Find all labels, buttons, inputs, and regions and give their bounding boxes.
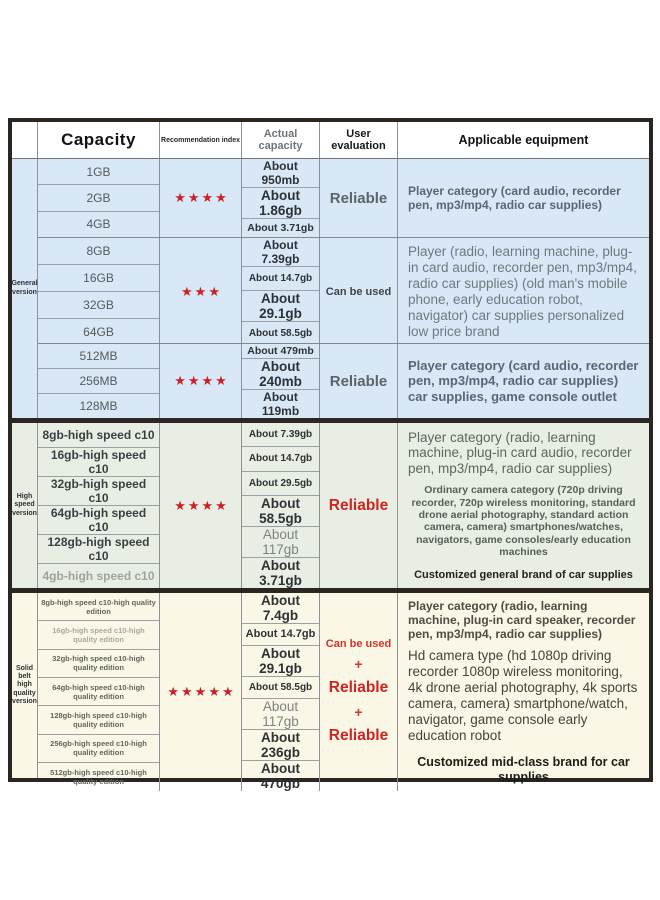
applicable-equipment-cell bbox=[398, 344, 649, 418]
memory-card-comparison-table bbox=[8, 118, 653, 791]
actual-capacity-cell: About 7.4gb bbox=[242, 593, 319, 624]
version-label: High speed version bbox=[12, 423, 38, 588]
evaluation-text: Reliable bbox=[329, 189, 388, 207]
capacity-cell: 128gb-high speed c10-high quality edition bbox=[38, 706, 159, 734]
star-rating-icon: ★★★ bbox=[181, 283, 222, 299]
capacity-cell: 512gb-high speed c10-high quality edition bbox=[50, 767, 147, 786]
evaluation-text: Reliable bbox=[328, 726, 389, 744]
capacity-cell: 16gb-high speed c10-high quality edition bbox=[38, 621, 159, 649]
table-header-row bbox=[12, 122, 649, 159]
section-solid bbox=[12, 593, 649, 791]
user-evaluation-cell bbox=[320, 159, 398, 237]
version-label: General version bbox=[12, 159, 38, 418]
actual-capacity-cell: About 7.39gb bbox=[242, 238, 319, 267]
capacity-column bbox=[38, 344, 160, 418]
capacity-cell: 32GB bbox=[38, 292, 159, 319]
actual-capacity-cell: About 119mb bbox=[261, 390, 300, 418]
equipment-text: Ordinary camera category (720p driving recorder, 720p wireless monitoring, standard drone aerial photography, standard action camera, camera) smartphones/watches, navigators, game consoles/early education machines bbox=[411, 484, 636, 559]
user-evaluation-cell bbox=[320, 593, 398, 791]
header-version-spacer bbox=[12, 122, 38, 158]
equipment-text: Player (radio, learning machine, plug-in card audio, recorder pen, mp3/mp4, radio car supplies) (old man's mobile phone, early education robot, navigator) car supplies personalized low price brand bbox=[408, 244, 637, 339]
actual-capacity-cell: About 14.7gb bbox=[242, 447, 319, 471]
evaluation-text: Reliable bbox=[328, 678, 389, 696]
recommendation-index-cell bbox=[160, 423, 242, 588]
section-high-speed bbox=[12, 423, 649, 588]
capacity-group bbox=[38, 159, 649, 237]
star-rating-icon: ★★★★★ bbox=[167, 683, 236, 699]
actual-capacity-column bbox=[242, 593, 320, 791]
user-evaluation-cell bbox=[320, 423, 398, 588]
actual-capacity-cell: About 14.7gb bbox=[242, 624, 319, 646]
capacity-column bbox=[38, 423, 160, 588]
header-applicable-equipment: Applicable equipment bbox=[458, 133, 589, 147]
actual-capacity-cell: About 3.71gb bbox=[259, 557, 302, 588]
capacity-cell: 16GB bbox=[38, 265, 159, 292]
capacity-cell: 64gb-high speed c10-high quality edition bbox=[38, 678, 159, 706]
capacity-column bbox=[38, 593, 160, 791]
capacity-cell: 256MB bbox=[38, 369, 159, 394]
actual-capacity-column bbox=[242, 344, 320, 418]
star-rating-icon: ★★★★ bbox=[174, 373, 229, 388]
star-rating-icon: ★★★★ bbox=[174, 190, 229, 205]
capacity-group bbox=[38, 343, 649, 418]
capacity-cell: 4GB bbox=[86, 217, 111, 232]
capacity-cell: 16gb-high speed c10 bbox=[38, 448, 159, 477]
actual-capacity-cell: About 470gb bbox=[260, 760, 301, 791]
table-body bbox=[11, 159, 649, 791]
actual-capacity-cell: About 58.5gb bbox=[248, 328, 313, 340]
recommendation-index-cell bbox=[160, 159, 242, 237]
section-groups bbox=[38, 593, 649, 791]
applicable-equipment-cell bbox=[398, 159, 649, 237]
capacity-cell: 4gb-high speed c10 bbox=[42, 569, 155, 583]
equipment-text: Customized general brand of car supplies bbox=[414, 568, 633, 581]
actual-capacity-cell: About 236gb bbox=[242, 730, 319, 761]
actual-capacity-cell: About 29.5gb bbox=[242, 472, 319, 496]
capacity-cell: 128MB bbox=[79, 399, 118, 413]
capacity-cell: 8GB bbox=[38, 238, 159, 265]
actual-capacity-cell: About 29.1gb bbox=[242, 646, 319, 677]
actual-capacity-cell: About 117gb bbox=[242, 527, 319, 558]
capacity-cell: 64gb-high speed c10 bbox=[38, 506, 159, 535]
actual-capacity-cell: About 58.5gb bbox=[242, 496, 319, 527]
capacity-cell: 8gb-high speed c10 bbox=[38, 423, 159, 448]
equipment-text: Player category (radio, learning machine, plug-in card audio, recorder pen, mp3/mp4, radio car supplies) bbox=[408, 429, 632, 477]
equipment-text: Player category (card audio, recorder pen, mp3/mp4, radio car supplies) bbox=[408, 183, 621, 212]
capacity-cell: 32gb-high speed c10-high quality edition bbox=[38, 650, 159, 678]
actual-capacity-cell: About 29.1gb bbox=[242, 291, 319, 322]
actual-capacity-cell: About 117gb bbox=[242, 699, 319, 730]
capacity-cell: 32gb-high speed c10 bbox=[38, 477, 159, 506]
header-recommendation-index: Recommendation index bbox=[160, 122, 242, 158]
actual-capacity-cell: About 950mb bbox=[242, 159, 319, 188]
evaluation-text: Can be used bbox=[325, 637, 392, 650]
capacity-group bbox=[38, 593, 649, 791]
equipment-text: Player category (card audio, recorder pen, mp3/mp4, radio car supplies) car supplies, game console outlet bbox=[408, 358, 639, 404]
version-label: Solid belt high quality version bbox=[12, 593, 38, 778]
section-general bbox=[12, 159, 649, 418]
applicable-equipment-cell bbox=[398, 238, 649, 346]
evaluation-text: Reliable bbox=[329, 372, 388, 390]
actual-capacity-cell: About 240mb bbox=[242, 359, 319, 390]
recommendation-index-cell bbox=[160, 593, 242, 791]
actual-capacity-cell: About 1.86gb bbox=[242, 188, 319, 219]
user-evaluation-cell bbox=[320, 238, 398, 346]
header-actual-capacity: Actual capacity bbox=[242, 122, 320, 158]
capacity-cell: 128gb-high speed c10 bbox=[38, 535, 159, 564]
equipment-text: Player category (radio, learning machine, plug-in card speaker, recorder pen, mp3/mp4, radio car supplies) bbox=[408, 599, 636, 642]
actual-capacity-column bbox=[242, 238, 320, 346]
section-groups bbox=[38, 423, 649, 588]
capacity-column bbox=[38, 238, 160, 346]
capacity-cell: 2GB bbox=[38, 185, 159, 211]
applicable-equipment-cell bbox=[398, 593, 649, 791]
actual-capacity-cell: About 14.7gb bbox=[242, 267, 319, 291]
recommendation-index-cell bbox=[160, 344, 242, 418]
actual-capacity-cell: About 58.5gb bbox=[242, 677, 319, 699]
section-groups bbox=[38, 159, 649, 418]
user-evaluation-cell bbox=[320, 344, 398, 418]
actual-capacity-cell: About 3.71gb bbox=[247, 222, 314, 234]
evaluation-text: Reliable bbox=[328, 496, 389, 514]
capacity-cell: 1GB bbox=[38, 159, 159, 185]
capacity-cell: 8gb-high speed c10-high quality edition bbox=[38, 593, 159, 621]
header-capacity: Capacity bbox=[38, 122, 160, 158]
applicable-equipment-cell bbox=[398, 423, 649, 588]
actual-capacity-cell: About 479mb bbox=[242, 344, 319, 359]
recommendation-index-cell bbox=[160, 238, 242, 346]
star-rating-icon: ★★★★ bbox=[174, 497, 229, 513]
equipment-text: Hd camera type (hd 1080p driving recorder 1080p wireless monitoring, 4k drone aerial photography, 4k sports camera, camera) smartphone/watch, navigator, game console early education robot bbox=[408, 648, 638, 744]
capacity-cell: 512MB bbox=[38, 344, 159, 369]
actual-capacity-cell: About 7.39gb bbox=[242, 423, 319, 447]
evaluation-text: Can be used bbox=[325, 285, 392, 298]
capacity-group bbox=[38, 423, 649, 588]
evaluation-text: + bbox=[354, 703, 363, 720]
header-user-evaluation: User evaluation bbox=[320, 122, 398, 158]
equipment-text: Customized mid-class brand for car supplies bbox=[417, 755, 630, 784]
capacity-cell: 64GB bbox=[83, 325, 114, 340]
capacity-column bbox=[38, 159, 160, 237]
capacity-group bbox=[38, 237, 649, 343]
evaluation-text: + bbox=[354, 655, 363, 672]
capacity-cell: 256gb-high speed c10-high quality edition bbox=[38, 735, 159, 763]
actual-capacity-column bbox=[242, 159, 320, 237]
actual-capacity-column bbox=[242, 423, 320, 588]
